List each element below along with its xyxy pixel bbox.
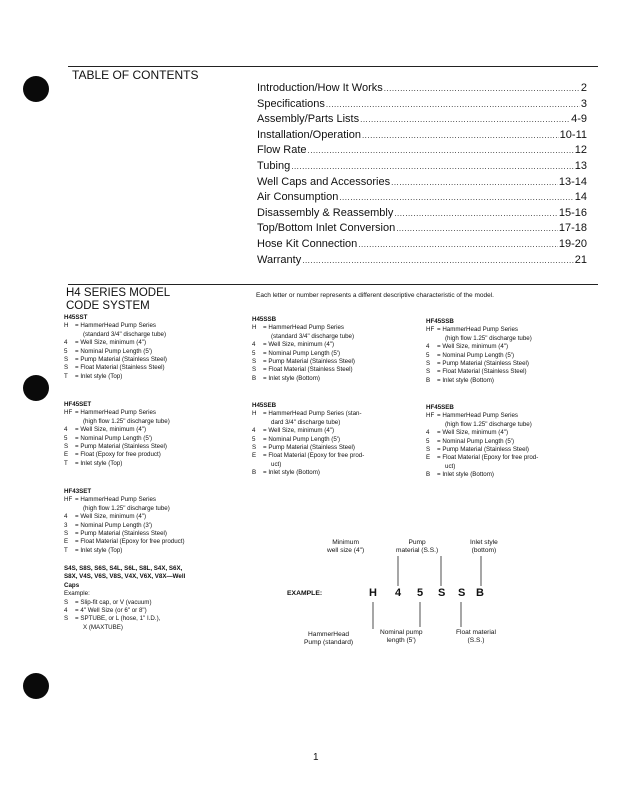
code-meaning: = Nominal Pump Length (5') xyxy=(75,347,153,355)
code-character: S xyxy=(64,530,69,538)
label-line: well size (4") xyxy=(327,547,365,554)
toc-entry-label: Well Caps and Accessories xyxy=(257,175,391,188)
code-meaning: = Well Size, minimum (4") xyxy=(437,343,509,351)
code-character: 4 xyxy=(252,427,256,435)
code-character: HF xyxy=(426,326,435,334)
code-character: H xyxy=(252,410,257,418)
toc-entry-page: 14 xyxy=(574,191,587,204)
page-number: 1 xyxy=(313,752,319,763)
code-character: 5 xyxy=(64,347,68,355)
code-character: S xyxy=(252,366,257,374)
model-code: H45SST xyxy=(64,314,88,321)
code-meaning: = SPTUBE, or L (hose, 1" I.D.), xyxy=(75,615,161,623)
code-character: 4 xyxy=(64,339,68,347)
code-meaning: = Float Material (Stainless Steel) xyxy=(437,368,527,376)
code-meaning: = Float Material (Stainless Steel) xyxy=(75,364,165,372)
code-character: B xyxy=(426,376,431,384)
toc-entry-label: Top/Bottom Inlet Conversion xyxy=(257,222,396,235)
code-meaning: = Pump Material (Stainless Steel) xyxy=(263,358,355,366)
code-meaning: = Float Material (Epoxy for free prod- xyxy=(437,454,539,462)
label-line: (bottom) xyxy=(471,547,497,554)
example-letter-s1: S xyxy=(438,587,446,599)
code-character: S xyxy=(252,358,257,366)
toc-entry-label: Air Consumption xyxy=(257,191,339,204)
code-meaning: = HammerHead Pump Series xyxy=(263,324,344,332)
toc-entry-page: 15-16 xyxy=(558,206,587,219)
code-character: S xyxy=(426,446,431,454)
code-meaning: = Nominal Pump Length (5') xyxy=(75,434,153,442)
code-meaning: = Inlet style (Top) xyxy=(75,372,123,380)
model-code: HF45SET xyxy=(64,401,92,408)
code-meaning: = Float Material (Stainless Steel) xyxy=(263,366,353,374)
code-character: 4 xyxy=(64,513,68,521)
toc-entry-page: 19-20 xyxy=(558,237,587,250)
code-character: B xyxy=(252,374,257,382)
variants-line2: S8X, V4S, V6S, V8S, V4X, V6X, V8X—Well xyxy=(64,573,186,581)
code-meaning: (high flow 1.25" discharge tube) xyxy=(445,420,532,428)
model-code: HF43SET xyxy=(64,488,92,495)
label-line: Pump xyxy=(408,539,426,546)
code-meaning: = Nominal Pump Length (3') xyxy=(75,521,153,529)
code-character: S xyxy=(252,444,257,452)
toc-entry-label: Assembly/Parts Lists xyxy=(257,113,360,126)
example-letter-b: B xyxy=(476,587,484,599)
code-meaning: = HammerHead Pump Series xyxy=(437,326,518,334)
code-meaning: uct) xyxy=(271,460,282,468)
code-meaning: = Inlet style (Top) xyxy=(75,546,123,554)
code-character: 4 xyxy=(426,343,430,351)
example-letter-s2: S xyxy=(458,587,466,599)
code-meaning: = Pump Material (Stainless Steel) xyxy=(437,360,529,368)
code-character: 3 xyxy=(64,521,68,529)
code-character: S xyxy=(64,364,69,372)
code-meaning: = HammerHead Pump Series (stan- xyxy=(263,410,362,418)
code-character: 5 xyxy=(426,351,430,359)
code-meaning: = Well Size, minimum (4") xyxy=(75,426,147,434)
label-line: HammerHead xyxy=(308,631,350,638)
code-character: B xyxy=(426,471,431,479)
code-meaning: = Float Material (Epoxy for free product) xyxy=(75,538,185,546)
toc-entry-page: 12 xyxy=(574,144,587,157)
toc-title: TABLE OF CONTENTS xyxy=(72,68,199,82)
model-code: HF45SSB xyxy=(426,318,454,325)
code-meaning: = Pump Material (Stainless Steel) xyxy=(75,530,167,538)
code-character: S xyxy=(64,598,69,606)
example-letter-4: 4 xyxy=(395,587,402,599)
code-meaning: = Well Size, minimum (4") xyxy=(75,513,147,521)
example-letter-5: 5 xyxy=(417,587,424,599)
model-code: HF45SEB xyxy=(426,404,454,411)
code-character: T xyxy=(64,546,68,554)
code-meaning: = HammerHead Pump Series xyxy=(75,496,156,504)
label-line: (S.S.) xyxy=(467,637,485,644)
code-character: HF xyxy=(426,412,435,420)
code-character: E xyxy=(426,454,431,462)
code-meaning: = Nominal Pump Length (5') xyxy=(263,349,341,357)
code-character: 5 xyxy=(426,437,430,445)
toc-entry-label: Hose Kit Connection xyxy=(257,237,358,250)
code-meaning: dard 3/4" discharge tube) xyxy=(271,418,341,426)
code-meaning: = Inlet style (Top) xyxy=(75,459,123,467)
toc-entry-label: Specifications xyxy=(257,97,325,110)
code-character: E xyxy=(64,451,69,459)
code-meaning: (standard 3/4" discharge tube) xyxy=(271,332,355,340)
code-character: 5 xyxy=(64,434,68,442)
code-meaning: = Well Size, minimum (4") xyxy=(263,427,335,435)
toc-entry-label: Introduction/How It Works xyxy=(257,82,383,94)
code-meaning: = Pump Material (Stainless Steel) xyxy=(75,443,167,451)
example-label: EXAMPLE: xyxy=(287,590,323,597)
code-meaning: = Nominal Pump Length (5') xyxy=(263,435,341,443)
variants-line1: S4S, S8S, S6S, S4L, S6L, S8L, S4X, S6X, xyxy=(64,565,183,572)
model-title-line2: CODE SYSTEM xyxy=(66,300,150,312)
code-character: 4 xyxy=(426,429,430,437)
model-description: Each letter or number represents a different descriptive characteristic of the model. xyxy=(256,292,494,299)
toc-entry-label: Tubing xyxy=(257,159,291,172)
toc-entry-page: 17-18 xyxy=(558,222,587,235)
code-character: 5 xyxy=(252,349,256,357)
toc-entry-label: Disassembly & Reassembly xyxy=(257,206,394,219)
code-character: S xyxy=(426,360,431,368)
code-character: H xyxy=(64,322,69,330)
code-character: 4 xyxy=(252,341,256,349)
code-character: HF xyxy=(64,409,73,417)
code-meaning: (high flow 1.25" discharge tube) xyxy=(445,334,532,342)
code-character: H xyxy=(252,324,257,332)
label-line: Pump (standard) xyxy=(304,639,354,646)
code-meaning: = HammerHead Pump Series xyxy=(75,322,156,330)
code-meaning: = Well Size, minimum (4") xyxy=(437,429,509,437)
code-meaning: X (MAXTUBE) xyxy=(83,623,123,631)
code-meaning: = Inlet style (Bottom) xyxy=(263,469,320,477)
toc-entry-page: 13-14 xyxy=(558,175,587,188)
code-meaning: = Pump Material (Stainless Steel) xyxy=(75,356,167,364)
code-meaning: = Pump Material (Stainless Steel) xyxy=(263,444,355,452)
code-meaning: = HammerHead Pump Series xyxy=(437,412,518,420)
code-meaning: = HammerHead Pump Series xyxy=(75,409,156,417)
code-character: S xyxy=(64,356,69,364)
code-meaning: = Nominal Pump Length (5') xyxy=(437,351,515,359)
toc-entry-page: 21 xyxy=(574,253,587,266)
code-meaning: (standard 3/4" discharge tube) xyxy=(83,330,167,338)
model-title-line1: H4 SERIES MODEL xyxy=(66,287,171,299)
code-meaning: = Inlet style (Bottom) xyxy=(437,471,494,479)
code-character: E xyxy=(252,452,257,460)
label-line: Nominal pump xyxy=(380,629,423,636)
code-meaning: uct) xyxy=(445,462,456,470)
label-line: Minimum xyxy=(332,539,359,546)
code-meaning: = Well Size, minimum (4") xyxy=(263,341,335,349)
model-code: H45SEB xyxy=(252,402,277,409)
toc-entry-page: 10-11 xyxy=(559,128,587,141)
label-line: length (5') xyxy=(386,637,416,644)
code-meaning: = Inlet style (Bottom) xyxy=(437,376,494,384)
toc-entry-page: 4-9 xyxy=(571,113,587,126)
code-meaning: = Well Size, minimum (4") xyxy=(75,339,147,347)
code-meaning: (high flow 1.25" discharge tube) xyxy=(83,504,170,512)
code-meaning: (high flow 1.25" discharge tube) xyxy=(83,417,170,425)
toc-entry-label: Warranty xyxy=(257,253,302,266)
code-meaning: = Inlet style (Bottom) xyxy=(263,374,320,382)
code-meaning: = Slip-fit cap, or V (vacuum) xyxy=(75,598,152,606)
code-meaning: = 4" Well Size (or 6" or 8") xyxy=(75,607,147,615)
variants-line3: Caps xyxy=(64,581,80,589)
toc-entry-page: 13 xyxy=(574,159,587,172)
example-letter-h: H xyxy=(369,587,377,599)
toc-entry-page: 2 xyxy=(580,82,587,94)
code-character: 5 xyxy=(252,435,256,443)
code-meaning: = Nominal Pump Length (5') xyxy=(437,437,515,445)
code-character: 4 xyxy=(64,426,68,434)
variants-example-label: Example: xyxy=(64,590,90,598)
toc-entry-label: Installation/Operation xyxy=(257,128,361,141)
code-character: 4 xyxy=(64,607,68,615)
code-meaning: = Pump Material (Stainless Steel) xyxy=(437,446,529,454)
toc-entry-label: Flow Rate xyxy=(257,144,307,157)
code-meaning: = Float Material (Epoxy for free prod- xyxy=(263,452,365,460)
code-character: E xyxy=(64,538,69,546)
code-character: T xyxy=(64,459,68,467)
code-character: S xyxy=(64,443,69,451)
code-meaning: = Float (Epoxy for free product) xyxy=(75,451,161,459)
label-line: Float material xyxy=(456,629,496,636)
label-line: material (S.S.) xyxy=(396,547,439,554)
code-character: S xyxy=(64,615,69,623)
model-code: H45SSB xyxy=(252,316,277,323)
code-character: HF xyxy=(64,496,73,504)
code-character: T xyxy=(64,372,68,380)
code-character: S xyxy=(426,368,431,376)
code-character: B xyxy=(252,469,257,477)
label-line: Inlet style xyxy=(470,539,498,546)
toc-entry-page: 3 xyxy=(580,97,587,110)
